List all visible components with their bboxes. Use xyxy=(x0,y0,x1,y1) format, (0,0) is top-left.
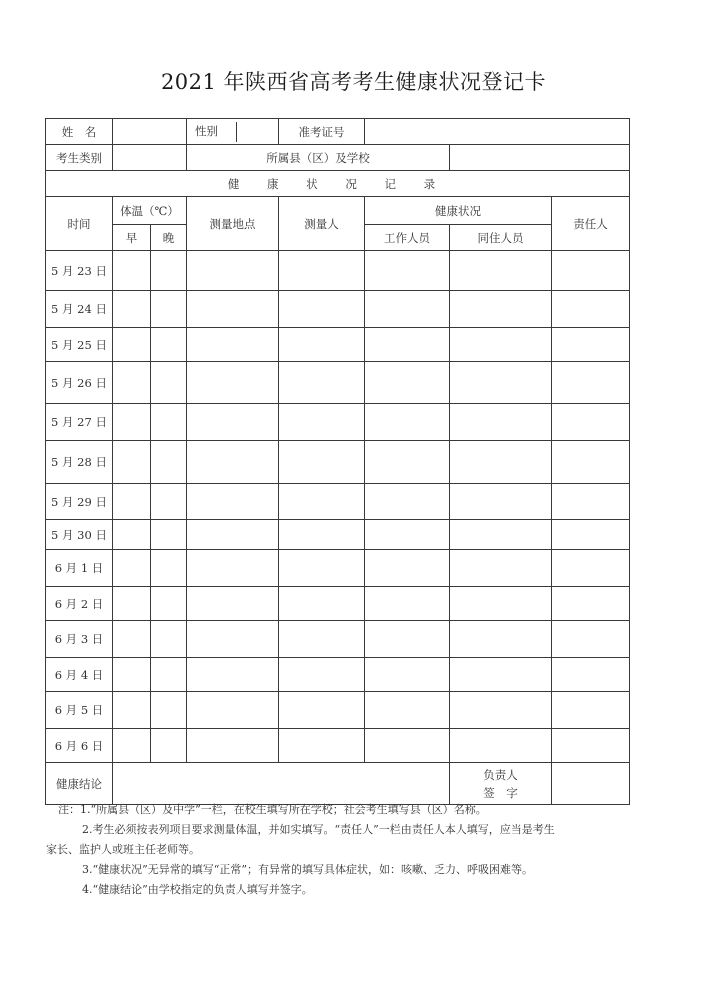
staff-cell[interactable] xyxy=(365,291,450,328)
measurer-cell[interactable] xyxy=(279,291,365,328)
cohabitants-header: 同住人员 xyxy=(450,225,552,251)
evening-temp-cell[interactable] xyxy=(151,729,187,763)
evening-temp-cell[interactable] xyxy=(151,441,187,484)
measurer-cell[interactable] xyxy=(279,550,365,587)
evening-temp-cell[interactable] xyxy=(151,404,187,441)
location-cell[interactable] xyxy=(187,692,279,729)
evening-header: 晚 xyxy=(151,225,187,251)
staff-cell[interactable] xyxy=(365,692,450,729)
cohabitants-cell[interactable] xyxy=(450,658,552,692)
responsible-cell[interactable] xyxy=(552,587,630,621)
responsible-cell[interactable] xyxy=(552,692,630,729)
evening-temp-cell[interactable] xyxy=(151,484,187,520)
table-row xyxy=(46,291,630,328)
location-header: 测量地点 xyxy=(187,197,279,251)
staff-cell[interactable] xyxy=(365,328,450,362)
measurer-cell[interactable] xyxy=(279,362,365,404)
staff-cell[interactable] xyxy=(365,587,450,621)
measurer-cell[interactable] xyxy=(279,328,365,362)
gender-label: 性别 xyxy=(195,123,218,138)
responsible-cell[interactable] xyxy=(552,291,630,328)
note-line: 家长、监护人或班主任老师等。 xyxy=(46,843,200,856)
cohabitants-cell[interactable] xyxy=(450,484,552,520)
date-cell: 5 月 28 日 xyxy=(46,441,113,484)
morning-temp-cell[interactable] xyxy=(113,587,151,621)
cohabitants-cell[interactable] xyxy=(450,441,552,484)
responsible-cell[interactable] xyxy=(552,362,630,404)
cohabitants-cell[interactable] xyxy=(450,328,552,362)
morning-temp-cell[interactable] xyxy=(113,658,151,692)
record-title: 健 康 状 况 记 录 xyxy=(46,171,630,197)
measurer-header: 测量人 xyxy=(279,197,365,251)
location-cell[interactable] xyxy=(187,484,279,520)
note-line: 4.“健康结论”由学校指定的负责人填写并签字。 xyxy=(82,883,313,896)
cohabitants-cell[interactable] xyxy=(450,520,552,550)
staff-cell[interactable] xyxy=(365,621,450,658)
table-row xyxy=(46,484,630,520)
location-cell[interactable] xyxy=(187,251,279,291)
cohabitants-cell[interactable] xyxy=(450,550,552,587)
evening-temp-cell[interactable] xyxy=(151,658,187,692)
responsible-header: 责任人 xyxy=(552,197,630,251)
measurer-cell[interactable] xyxy=(279,441,365,484)
category-field[interactable] xyxy=(113,145,187,171)
staff-cell[interactable] xyxy=(365,362,450,404)
note-line: 注：1.“所属县（区）及中学”一栏，在校生填写所在学校；社会考生填写县（区）名称。 xyxy=(58,803,487,816)
morning-temp-cell[interactable] xyxy=(113,441,151,484)
table-row xyxy=(46,658,630,692)
responsible-cell[interactable] xyxy=(552,484,630,520)
evening-temp-cell[interactable] xyxy=(151,587,187,621)
location-cell[interactable] xyxy=(187,621,279,658)
morning-temp-cell[interactable] xyxy=(113,362,151,404)
name-field[interactable] xyxy=(113,119,187,145)
time-header: 时间 xyxy=(46,197,113,251)
evening-temp-cell[interactable] xyxy=(151,328,187,362)
morning-temp-cell[interactable] xyxy=(113,692,151,729)
responsible-cell[interactable] xyxy=(552,621,630,658)
table-row xyxy=(46,550,630,587)
table-row xyxy=(46,692,630,729)
measurer-cell[interactable] xyxy=(279,404,365,441)
category-label: 考生类别 xyxy=(46,145,113,171)
date-cell: 6 月 1 日 xyxy=(46,550,113,587)
health-registration-table xyxy=(45,118,630,805)
staff-cell[interactable] xyxy=(365,251,450,291)
notes-section xyxy=(46,800,642,900)
school-label: 所属县（区）及学校 xyxy=(187,145,450,171)
cohabitants-cell[interactable] xyxy=(450,251,552,291)
responsible-cell[interactable] xyxy=(552,328,630,362)
responsible-cell[interactable] xyxy=(552,404,630,441)
measurer-cell[interactable] xyxy=(279,729,365,763)
responsible-cell[interactable] xyxy=(552,729,630,763)
staff-header: 工作人员 xyxy=(365,225,450,251)
table-row xyxy=(46,621,630,658)
morning-header: 早 xyxy=(113,225,151,251)
location-cell[interactable] xyxy=(187,328,279,362)
responsible-cell[interactable] xyxy=(552,550,630,587)
morning-temp-cell[interactable] xyxy=(113,520,151,550)
date-cell: 6 月 2 日 xyxy=(46,587,113,621)
date-cell: 6 月 6 日 xyxy=(46,729,113,763)
morning-temp-cell[interactable] xyxy=(113,251,151,291)
location-cell[interactable] xyxy=(187,441,279,484)
signature-field[interactable] xyxy=(552,763,630,805)
morning-temp-cell[interactable] xyxy=(113,621,151,658)
cohabitants-cell[interactable] xyxy=(450,291,552,328)
evening-temp-cell[interactable] xyxy=(151,621,187,658)
cohabitants-cell[interactable] xyxy=(450,404,552,441)
school-field[interactable] xyxy=(450,145,630,171)
responsible-cell[interactable] xyxy=(552,441,630,484)
date-cell: 5 月 23 日 xyxy=(46,251,113,291)
morning-temp-cell[interactable] xyxy=(113,484,151,520)
staff-cell[interactable] xyxy=(365,658,450,692)
staff-cell[interactable] xyxy=(365,441,450,484)
measurer-cell[interactable] xyxy=(279,658,365,692)
morning-temp-cell[interactable] xyxy=(113,550,151,587)
table-row xyxy=(46,404,630,441)
measurer-cell[interactable] xyxy=(279,621,365,658)
table-row xyxy=(46,251,630,291)
cohabitants-cell[interactable] xyxy=(450,692,552,729)
table-row xyxy=(46,441,630,484)
gender-field[interactable] xyxy=(236,122,277,142)
location-cell[interactable] xyxy=(187,291,279,328)
evening-temp-cell[interactable] xyxy=(151,251,187,291)
location-cell[interactable] xyxy=(187,729,279,763)
location-cell[interactable] xyxy=(187,362,279,404)
staff-cell[interactable] xyxy=(365,404,450,441)
morning-temp-cell[interactable] xyxy=(113,729,151,763)
location-cell[interactable] xyxy=(187,587,279,621)
measurer-cell[interactable] xyxy=(279,587,365,621)
page-title: 2021 年陕西省高考考生健康状况登记卡 xyxy=(160,70,547,94)
table-row xyxy=(46,328,630,362)
evening-temp-cell[interactable] xyxy=(151,362,187,404)
date-cell: 5 月 26 日 xyxy=(46,362,113,404)
location-cell[interactable] xyxy=(187,404,279,441)
temperature-header: 体温（℃） xyxy=(113,197,187,225)
date-cell: 5 月 30 日 xyxy=(46,520,113,550)
morning-temp-cell[interactable] xyxy=(113,404,151,441)
name-label: 姓 名 xyxy=(46,119,113,145)
location-cell[interactable] xyxy=(187,550,279,587)
table-row xyxy=(46,362,630,404)
responsible-cell[interactable] xyxy=(552,658,630,692)
evening-temp-cell[interactable] xyxy=(151,291,187,328)
evening-temp-cell[interactable] xyxy=(151,520,187,550)
signature-label: 签 字 xyxy=(483,785,518,800)
location-cell[interactable] xyxy=(187,520,279,550)
staff-cell[interactable] xyxy=(365,550,450,587)
measurer-cell[interactable] xyxy=(279,520,365,550)
table-row xyxy=(46,520,630,550)
date-cell: 5 月 24 日 xyxy=(46,291,113,328)
exam-id-field[interactable] xyxy=(365,119,630,145)
cohabitants-cell[interactable] xyxy=(450,621,552,658)
exam-id-label: 准考证号 xyxy=(279,119,365,145)
table-row xyxy=(46,587,630,621)
staff-cell[interactable] xyxy=(365,520,450,550)
note-line: 3.“健康状况”无异常的填写“正常”；有异常的填写具体症状，如：咳嗽、乏力、呼吸困难等。 xyxy=(82,863,533,876)
date-cell: 5 月 27 日 xyxy=(46,404,113,441)
staff-cell[interactable] xyxy=(365,484,450,520)
morning-temp-cell[interactable] xyxy=(113,328,151,362)
supervisor-label: 负责人 xyxy=(483,767,518,782)
date-cell: 5 月 29 日 xyxy=(46,484,113,520)
location-cell[interactable] xyxy=(187,658,279,692)
evening-temp-cell[interactable] xyxy=(151,550,187,587)
date-cell: 6 月 3 日 xyxy=(46,621,113,658)
morning-temp-cell[interactable] xyxy=(113,291,151,328)
date-cell: 5 月 25 日 xyxy=(46,328,113,362)
cohabitants-cell[interactable] xyxy=(450,362,552,404)
responsible-cell[interactable] xyxy=(552,520,630,550)
staff-cell[interactable] xyxy=(365,729,450,763)
table-row xyxy=(46,729,630,763)
measurer-cell[interactable] xyxy=(279,484,365,520)
date-cell: 6 月 5 日 xyxy=(46,692,113,729)
cohabitants-cell[interactable] xyxy=(450,729,552,763)
cohabitants-cell[interactable] xyxy=(450,587,552,621)
health-status-header: 健康状况 xyxy=(365,197,552,225)
conclusion-label: 健康结论 xyxy=(46,763,113,805)
measurer-cell[interactable] xyxy=(279,692,365,729)
note-line: 2.考生必须按表列项目要求测量体温，并如实填写。“责任人”一栏由责任人本人填写，应当是考生 xyxy=(82,823,555,836)
responsible-cell[interactable] xyxy=(552,251,630,291)
conclusion-field[interactable] xyxy=(113,763,450,805)
evening-temp-cell[interactable] xyxy=(151,692,187,729)
date-cell: 6 月 4 日 xyxy=(46,658,113,692)
measurer-cell[interactable] xyxy=(279,251,365,291)
